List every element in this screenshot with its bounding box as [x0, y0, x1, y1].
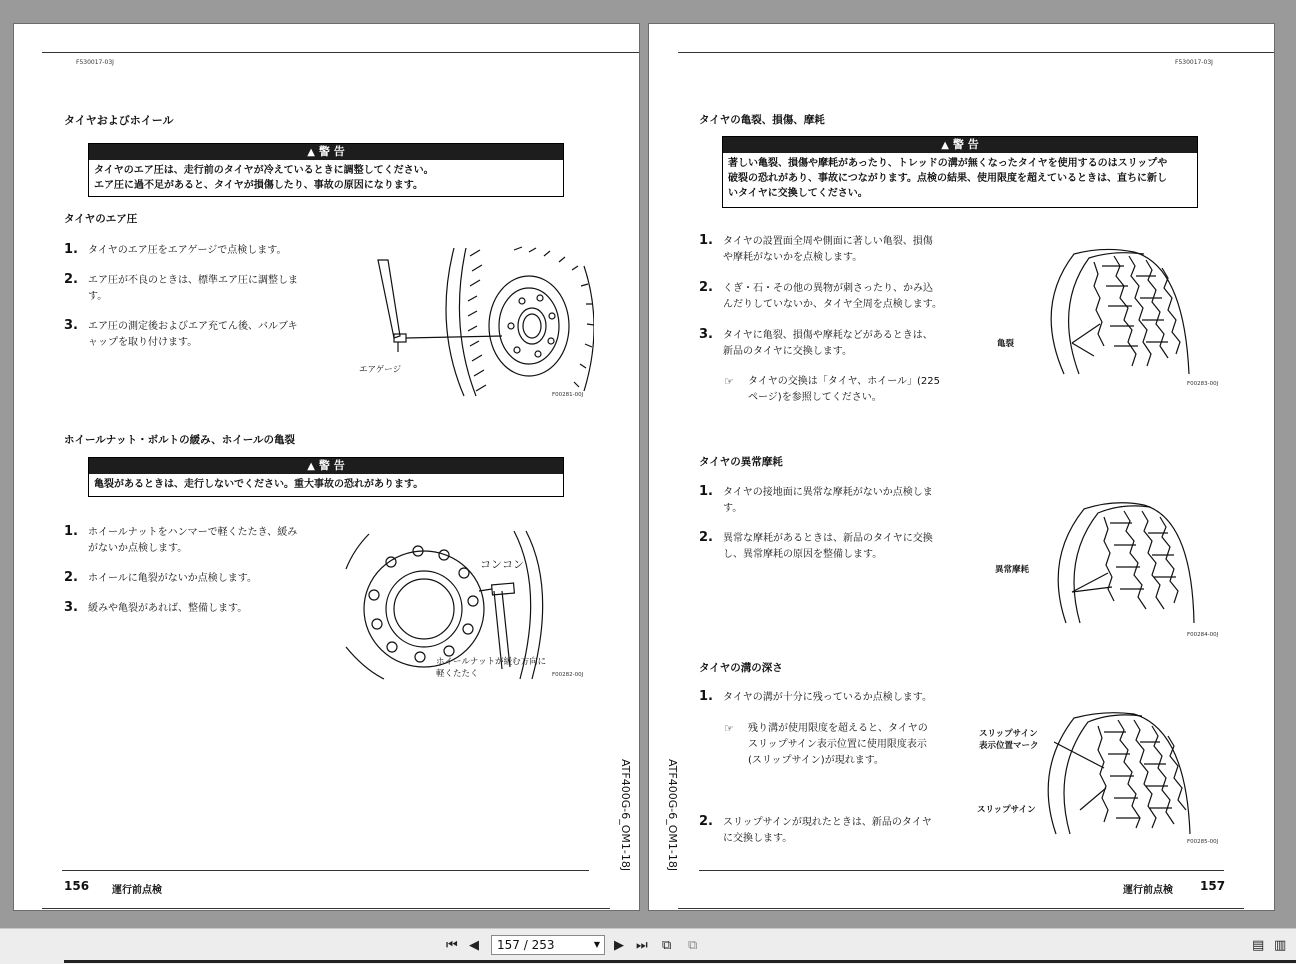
- footer-title: 運行前点検: [1123, 885, 1173, 896]
- figure-label-slip-sign: スリップサイン: [977, 805, 1036, 815]
- figure-label-sound: コンコン: [480, 558, 524, 571]
- footer-rule: [62, 870, 589, 871]
- figure-code: F00283-00J: [1187, 381, 1219, 387]
- figure-code: F00285-00J: [1187, 839, 1219, 845]
- warning-box: [88, 457, 564, 497]
- slip-sign-figure: [1034, 710, 1204, 835]
- tire-crack-figure: [1034, 246, 1204, 376]
- warning-text: 破裂の恐れがあり、事故につながります。点検の結果、使用限度を超えているときは、直ちに新し: [728, 173, 1167, 184]
- footer-rule: [699, 870, 1224, 871]
- warning-text: タイヤのエア圧は、走行前のタイヤが冷えているときに調整してください。: [94, 165, 434, 176]
- warning-text: 亀裂があるときは、走行しないでください。重大事故の恐れがあります。: [94, 479, 424, 490]
- air-gauge-figure: [354, 246, 594, 406]
- left-page: F530017-03J タイヤおよびホイール ▲ 警 告 タイヤのエア圧は、走行前のタイヤが冷えているときに調整してください。 エア圧に過不足があると、タイヤが損傷したり、事故の原因になります。 タイヤのエア圧 1. タイヤのエア圧をエアゲージで点検します。 2. エア圧が不良のときは、標準エア圧に調整しま す。 3. エア圧の測定後およびエア充てん後、バルブキ ャップを取り付けます。 エアゲージ F00281-00J ホイールナット・ボルトの緩み、ホイールの亀裂 ▲ 警 告 亀裂があるときは、走行しないでください。重大事故の恐れがあります。 1. ホイールナットをハンマーで軽くたたき、緩み がないか点検します。 2. ホイールに亀裂がないか点検します。 3. 緩みや亀裂があれば、整備します。 コンコン ホイールナットが緩む方向に 軽くたたく F00282-00J ATF400G-6_OM1-18J 156 運行前点検: [14, 24, 639, 910]
- tire-wear-figure: [1044, 499, 1204, 624]
- doc-code: F530017-03J: [1175, 59, 1213, 66]
- pointing-hand-icon: ☞: [724, 375, 734, 388]
- page-number-select[interactable]: [491, 935, 605, 955]
- warning-icon: ▲: [307, 147, 315, 158]
- bottom-rule: [678, 908, 1244, 909]
- first-page-icon[interactable]: ⏮: [446, 938, 458, 953]
- warning-header: ▲ 警 告: [89, 458, 563, 474]
- figure-label-slip-mark: 表示位置マーク: [979, 741, 1039, 751]
- warning-text: 著しい亀裂、損傷や摩耗があったり、トレッドの溝が無くなったタイヤを使用するのはスリップや: [728, 158, 1168, 169]
- viewer-toolbar: [0, 928, 1296, 964]
- single-page-view-icon[interactable]: ▤: [1252, 938, 1265, 953]
- figure-code: F00284-00J: [1187, 632, 1219, 638]
- doc-code: F530017-03J: [76, 59, 114, 66]
- page-indicator: 157 / 253: [497, 938, 555, 952]
- page-number: 157: [1200, 879, 1226, 893]
- previous-view-icon[interactable]: ⧉: [662, 938, 672, 953]
- figure-code: F00282-00J: [552, 672, 584, 678]
- previous-page-icon[interactable]: ◀: [469, 938, 479, 953]
- next-page-icon[interactable]: ▶: [614, 938, 624, 953]
- side-code: ATF400G-6_OM1-18J: [666, 759, 679, 872]
- figure-caption: 軽くたたく: [436, 669, 479, 679]
- page-number: 156: [64, 879, 90, 893]
- warning-header: ▲ 警 告: [723, 137, 1197, 153]
- side-code: ATF400G-6_OM1-18J: [619, 759, 632, 872]
- double-page-view-icon[interactable]: ▥: [1274, 938, 1287, 953]
- warning-icon: ▲: [307, 461, 315, 472]
- right-page: F530017-03J タイヤの亀裂、損傷、摩耗 ▲ 警 告 著しい亀裂、損傷や摩耗があったり、トレッドの溝が無くなったタイヤを使用するのはスリップや 破裂の恐れがあり、事故につながります。点検の結果、使用限度を超えているときは、直ちに新し いタイヤに交換してください。 1. タイヤの設置面全周や側面に著しい亀裂、損傷 や摩耗がないかを点検します。 2. くぎ・石・その他の異物が刺さったり、かみ込 んだりしていないか、タイヤ全周を点検します。 3. タイヤに亀裂、損傷や摩耗などがあるときは、 新品のタイヤに交換します。 ☞ タイヤの交換は「タイヤ、ホイール」(225 ページ)を参照してください。 亀裂 F00283-00J タイヤの異常摩耗 1. タイヤの接地面に異常な摩耗がないか点検しま す。 2. 異常な摩耗があるときは、新品のタイヤに交換 し、異常摩耗の原因を整備します。 異常摩耗 F00284-00J タイヤの溝の深さ 1. タイヤの溝が十分に残っているか点検します。 ☞ 残り溝が使用限度を超えると、タイヤの スリップサイン表示位置に使用限度表示 (スリップサイン)が現れます。 2. スリップサインが現れたときは、新品のタイヤ に交換します。 スリップサイン 表示位置マーク スリップサイン F00285-00J ATF400G-6_OM1-18J 運行前点検 157: [649, 24, 1274, 910]
- pointing-hand-icon: ☞: [724, 722, 734, 735]
- figure-caption: ホイールナットが緩む方向に: [436, 657, 547, 667]
- warning-header: ▲ 警 告: [89, 144, 563, 160]
- last-page-icon[interactable]: ⏭: [636, 938, 648, 953]
- section-heading-wear: タイヤの異常摩耗: [699, 456, 783, 468]
- figure-label-wear: 異常摩耗: [995, 565, 1030, 575]
- figure-label-air-gauge: エアゲージ: [359, 365, 402, 375]
- section-heading-nut: ホイールナット・ボルトの緩み、ホイールの亀裂: [64, 434, 295, 446]
- section-title: タイヤおよびホイール: [64, 114, 174, 127]
- figure-code: F00281-00J: [552, 392, 584, 398]
- header-rule: [42, 52, 639, 53]
- figure-label-crack: 亀裂: [997, 339, 1015, 349]
- section-heading-depth: タイヤの溝の深さ: [699, 662, 783, 674]
- section-heading-crack: タイヤの亀裂、損傷、摩耗: [699, 114, 825, 126]
- footer-title: 運行前点検: [112, 885, 162, 896]
- section-heading-air: タイヤのエア圧: [64, 213, 138, 225]
- warning-box: [722, 136, 1198, 208]
- bottom-rule: [42, 908, 610, 909]
- warning-text: いタイヤに交換してください。: [728, 188, 868, 199]
- next-view-icon[interactable]: ⧉: [688, 938, 698, 953]
- header-rule: [678, 52, 1274, 53]
- chevron-down-icon: ▼: [593, 940, 600, 949]
- warning-text: エア圧に過不足があると、タイヤが損傷したり、事故の原因になります。: [94, 180, 423, 191]
- figure-label-slip-mark: スリップサイン: [979, 729, 1038, 739]
- warning-icon: ▲: [941, 140, 949, 151]
- warning-box: [88, 143, 564, 197]
